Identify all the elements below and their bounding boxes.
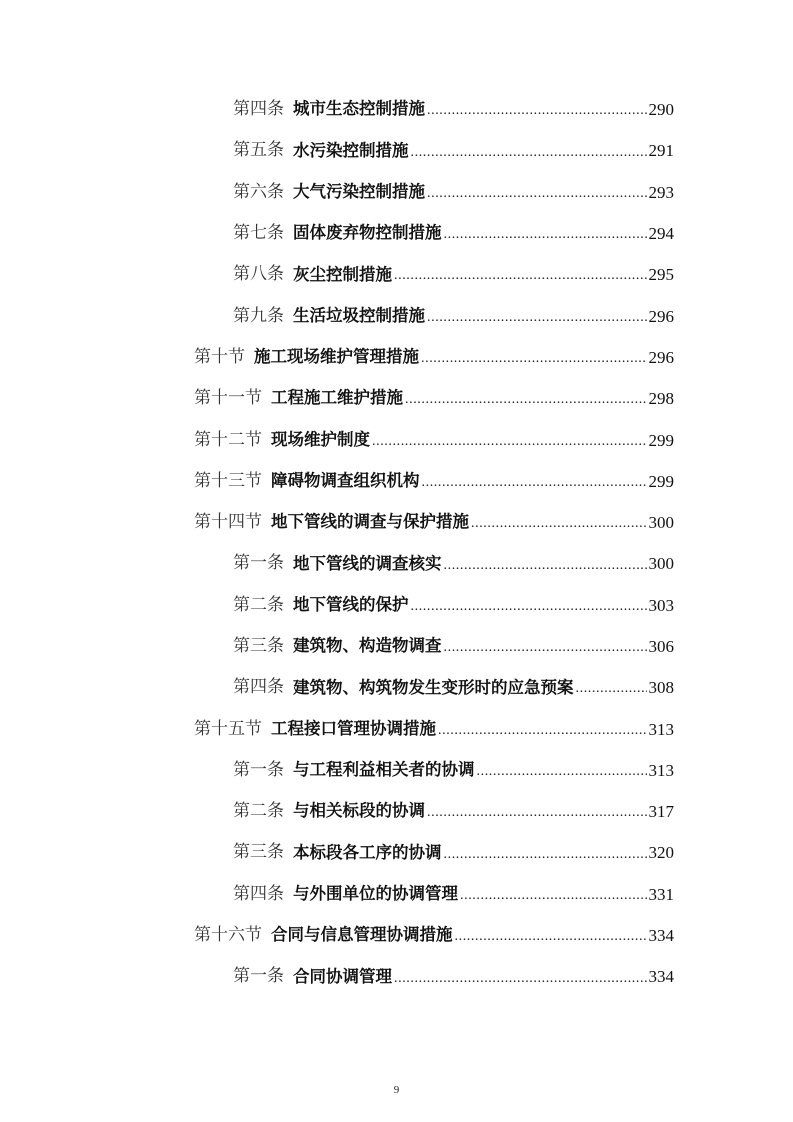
toc-entry-page: 296 — [648, 347, 674, 367]
toc-entry-page: 295 — [648, 265, 674, 285]
table-of-contents — [0, 89, 793, 998]
toc-entry-number: 第三条 — [233, 636, 284, 656]
toc-entry[interactable] — [0, 585, 793, 626]
toc-entry-title: 工程接口管理协调措施 — [271, 718, 436, 738]
toc-entry-title: 与工程利益相关者的协调 — [293, 760, 475, 780]
toc-entry-page: 331 — [648, 884, 674, 904]
toc-entry-number: 第十节 — [194, 346, 245, 367]
toc-entry-number: 第二条 — [233, 801, 284, 822]
toc-entry-number: 第四条 — [233, 883, 284, 904]
toc-entry-number: 第八条 — [233, 264, 284, 285]
toc-entry-title: 与相关标段的协调 — [293, 801, 425, 821]
toc-entry-page: 313 — [648, 719, 674, 739]
toc-entry-page: 303 — [648, 595, 674, 615]
toc-entry-title: 施工现场维护管理措施 — [254, 347, 419, 367]
toc-entry-page: 290 — [648, 100, 674, 120]
toc-entry-number: 第十一节 — [194, 388, 262, 409]
toc-dot-leader — [455, 930, 647, 956]
toc-entry-number: 第十六节 — [194, 925, 262, 946]
toc-dot-leader — [427, 311, 647, 337]
toc-entry-number: 第七条 — [233, 223, 284, 244]
toc-entry[interactable] — [0, 337, 793, 378]
toc-entry-number: 第六条 — [233, 181, 284, 202]
toc-entry-title: 地下管线的调查核实 — [293, 553, 442, 573]
toc-entry-title: 建筑物、构造物调查 — [293, 636, 442, 656]
toc-dot-leader — [477, 765, 647, 791]
toc-entry-page: 299 — [648, 471, 674, 491]
toc-entry[interactable] — [0, 172, 793, 213]
toc-entry-title: 合同协调管理 — [293, 966, 392, 986]
toc-entry-page: 300 — [648, 554, 674, 574]
toc-entry-number: 第十三节 — [194, 470, 262, 491]
toc-entry-page: 291 — [648, 141, 674, 161]
toc-entry-title: 城市生态控制措施 — [293, 99, 425, 119]
toc-dot-leader — [394, 972, 647, 998]
toc-entry-title: 本标段各工序的协调 — [293, 842, 442, 862]
toc-entry-title: 现场维护制度 — [271, 429, 370, 449]
page-number: 9 — [393, 1084, 400, 1096]
toc-entry-title: 工程施工维护措施 — [271, 388, 403, 408]
toc-dot-leader — [460, 889, 647, 915]
toc-entry[interactable] — [0, 378, 793, 419]
toc-entry[interactable] — [0, 254, 793, 295]
toc-entry[interactable] — [0, 213, 793, 254]
toc-entry-number: 第一条 — [233, 759, 284, 780]
toc-entry[interactable] — [0, 89, 793, 130]
toc-entry[interactable] — [0, 832, 793, 873]
toc-entry-page: 334 — [648, 926, 674, 946]
toc-entry[interactable] — [0, 667, 793, 708]
toc-dot-leader — [444, 848, 647, 874]
toc-dot-leader — [372, 435, 647, 461]
toc-entry-number: 第十四节 — [194, 512, 262, 533]
toc-entry-title: 建筑物、构筑物发生变形时的应急预案 — [293, 677, 574, 697]
toc-entry-page: 300 — [648, 513, 674, 533]
toc-entry[interactable] — [0, 130, 793, 171]
toc-entry-page: 293 — [648, 182, 674, 202]
toc-entry[interactable] — [0, 626, 793, 667]
toc-dot-leader — [427, 187, 647, 213]
toc-entry[interactable] — [0, 915, 793, 956]
toc-dot-leader — [427, 806, 647, 832]
toc-entry-number: 第十二节 — [194, 429, 262, 450]
toc-entry[interactable] — [0, 791, 793, 832]
toc-dot-leader — [405, 393, 647, 419]
toc-dot-leader — [394, 269, 647, 295]
toc-dot-leader — [411, 146, 647, 172]
toc-entry-number: 第九条 — [233, 305, 284, 326]
toc-entry-number: 第一条 — [233, 966, 284, 987]
toc-dot-leader — [411, 600, 647, 626]
toc-dot-leader — [471, 517, 647, 543]
toc-entry-page: 296 — [648, 306, 674, 326]
toc-dot-leader — [427, 104, 647, 130]
toc-entry-title: 合同与信息管理协调措施 — [271, 925, 453, 945]
toc-entry[interactable] — [0, 750, 793, 791]
toc-entry-number: 第一条 — [233, 553, 284, 574]
toc-entry-number: 第三条 — [233, 842, 284, 863]
toc-entry-title: 固体废弃物控制措施 — [293, 223, 442, 243]
toc-entry-title: 大气污染控制措施 — [293, 181, 425, 201]
toc-entry[interactable] — [0, 708, 793, 749]
toc-entry-title: 生活垃圾控制措施 — [293, 305, 425, 325]
toc-dot-leader — [421, 352, 647, 378]
toc-entry-title: 与外围单位的协调管理 — [293, 884, 458, 904]
toc-dot-leader — [422, 476, 647, 502]
toc-entry-number: 第二条 — [233, 594, 284, 615]
toc-entry-page: 320 — [648, 843, 674, 863]
toc-entry-page: 294 — [648, 224, 674, 244]
toc-entry[interactable] — [0, 295, 793, 336]
toc-entry-title: 障碍物调查组织机构 — [271, 471, 420, 491]
toc-entry-page: 298 — [648, 389, 674, 409]
toc-entry-number: 第五条 — [233, 140, 284, 161]
toc-entry-page: 313 — [648, 760, 674, 780]
toc-entry-page: 317 — [648, 802, 674, 822]
toc-dot-leader — [444, 228, 647, 254]
toc-entry[interactable] — [0, 502, 793, 543]
toc-entry[interactable] — [0, 874, 793, 915]
toc-entry-page: 334 — [648, 967, 674, 987]
toc-dot-leader — [576, 682, 647, 708]
toc-entry[interactable] — [0, 461, 793, 502]
toc-entry[interactable] — [0, 419, 793, 460]
toc-entry-page: 308 — [648, 678, 674, 698]
toc-entry-page: 306 — [648, 637, 674, 656]
toc-dot-leader — [444, 641, 647, 667]
toc-entry-number: 第四条 — [233, 99, 284, 120]
toc-entry[interactable] — [0, 956, 793, 997]
toc-entry-number: 第十五节 — [194, 718, 262, 739]
toc-entry-title: 地下管线的调查与保护措施 — [271, 512, 469, 532]
toc-entry-title: 水污染控制措施 — [293, 140, 409, 160]
toc-dot-leader — [438, 724, 647, 750]
toc-entry[interactable] — [0, 543, 793, 584]
toc-dot-leader — [444, 559, 647, 585]
toc-entry-title: 灰尘控制措施 — [293, 264, 392, 284]
toc-entry-page: 299 — [648, 430, 674, 450]
toc-entry-number: 第四条 — [233, 677, 284, 698]
toc-entry-title: 地下管线的保护 — [293, 594, 409, 614]
